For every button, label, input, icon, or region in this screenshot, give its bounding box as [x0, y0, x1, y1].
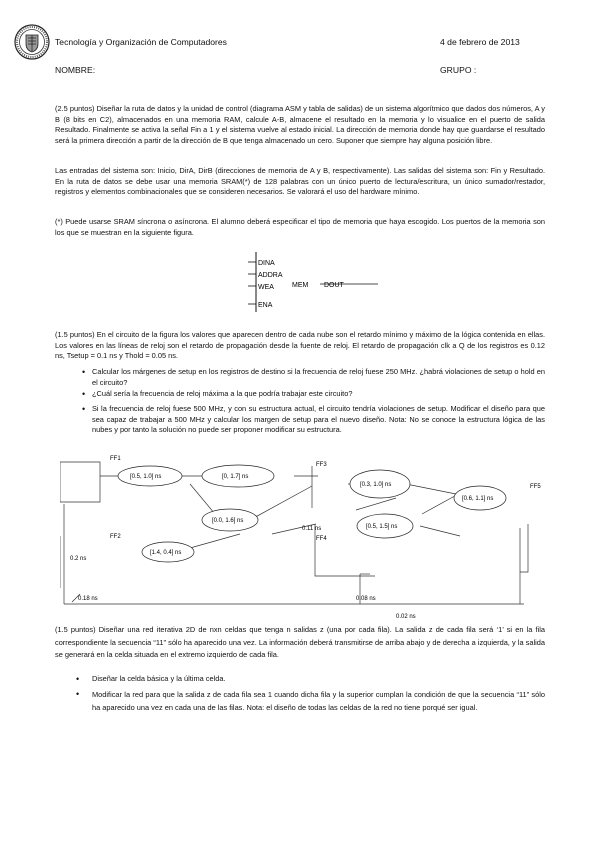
q3-bullet-2: Modificar la red para que la salida z de cada fila sea 1 cuando dicha fila y la superior cumplan la condición de que la secuencia “11” sólo ha aparecido una vez en cada una de las filas. Nota: el diseño de todas las celdas de la red no tiene porqué ser igual. [92, 690, 545, 712]
ff5-label: FF5 [530, 484, 541, 490]
clock-delay-008: 0.08 ns [356, 596, 376, 602]
q1-paragraph-2: Las entradas del sistema son: Inicio, DirA, DirB (direcciones de memoria de A y B, respectivamente). Las salidas del sistema son: Fin y Resultado. En la ruta de datos se debe usar una memoria SRAM(*) de 128 palabras con un único puerto de lectura/escritura, un único sumador/restador, registros y elementos combinacionales que se consideren necesarios. Se valorará el uso del hardware mínimo. [55, 166, 545, 197]
cloud-7-delay: [1.4, 0.4] ns [150, 550, 182, 556]
cloud-4-delay: [0.6, 1.1] ns [462, 496, 494, 502]
q1-paragraph-3: (*) Puede usarse SRAM síncrona o asíncrona. El alumno deberá especificar el tipo de memoria que haya escogido. Los puertos de la memoria son los que se muestran en la siguiente figura. [55, 217, 545, 237]
clock-delay-02: 0.2 ns [70, 556, 87, 562]
mem-port-dina: DINA [258, 260, 275, 267]
q1-paragraph-1: (2.5 puntos) Diseñar la ruta de datos y la unidad de control (diagrama ASM y tabla de salidas) de un sistema algorítmico que dados dos números, A y B (8 bits en C2), almacenados en una memoria RAM, calcule A-B, almacene el resultado en la memoria y lo visualice en el puerto de salida Resultado. Finalmente se activa la señal Fin a 1 y el sistema vuelve al estado inicial. La dirección de memoria donde hay que guardarse el resultado será la primera dirección a partir de la dirección de B que tenga almacenado un cero. Suponer que siempre hay alguna posición libre. [55, 104, 545, 145]
q2-bullet-1: Calcular los márgenes de setup en los registros de destino si la frecuencia de reloj fuese 250 MHz. ¿habrá violaciones de setup o hold en el circuito? [92, 367, 545, 387]
bullet-icon: • [76, 674, 80, 684]
q2-bullet-2: ¿Cuál sería la frecuencia de reloj máxima a la que podría trabajar este circuito? [92, 389, 353, 398]
clock-delay-002: 0.02 ns [396, 614, 416, 620]
group-label: GRUPO : [440, 65, 477, 75]
cloud-1-delay: [0.5, 1.0] ns [130, 474, 162, 480]
course-title: Tecnología y Organización de Computadores [55, 37, 227, 47]
bullet-icon: • [82, 389, 86, 399]
ff3-label: FF3 [316, 462, 327, 468]
cloud-3-delay: [0.3, 1.0] ns [360, 482, 392, 488]
mem-port-addra: ADDRA [258, 272, 283, 279]
cloud-5-delay: [0.0, 1.6] ns [212, 518, 244, 524]
clock-delay-018: 0.18 ns [78, 596, 98, 602]
mem-name: MEM [292, 282, 309, 289]
memory-block-diagram [230, 250, 380, 320]
q3-bullet-1: Diseñar la celda básica y la última celda. [92, 674, 226, 683]
q3-intro: (1.5 puntos) Diseñar una red iterativa 2D de nxn celdas que tenga n salidas z (una por cada fila). La salida z de cada fila será ‘1’ si en la fila correspondiente la secuencia “11” sólo ha aparecido una vez. La información deberá transmitirse de arriba abajo y de derecha a izquierda, y la salida se generará en la celda situada en el extremo izquierdo de cada fila. [55, 625, 545, 659]
ff1-label: FF1 [110, 456, 121, 462]
university-seal-logo [14, 24, 50, 60]
bullet-icon: • [82, 367, 86, 377]
ff4-label: FF4 [316, 536, 327, 542]
timing-circuit-diagram [60, 454, 560, 624]
exam-date: 4 de febrero de 2013 [440, 37, 520, 47]
mem-port-ena: ENA [258, 302, 273, 309]
name-label: NOMBRE: [55, 65, 96, 75]
clock-delay-011: 0.11 ns [302, 526, 322, 532]
mem-port-wea: WEA [258, 284, 274, 291]
cloud-6-delay: [0.5, 1.5] ns [366, 524, 398, 530]
bullet-icon: • [82, 404, 86, 414]
bullet-icon: • [76, 689, 80, 699]
q2-intro: (1.5 puntos) En el circuito de la figura los valores que aparecen dentro de cada nube son el retardo mínimo y máximo de la lógica contenida en ellas. Los valores en las líneas de reloj son el retardo de propagación desde la fuente de reloj. El retardo de propagación clk a Q de los registros es 0.12 ns, Tsetup = 0.1 ns y Thold = 0.05 ns. [55, 330, 545, 361]
ff2-label: FF2 [110, 534, 121, 540]
cloud-2-delay: [0, 1.7] ns [222, 474, 249, 480]
q2-bullet-3: Si la frecuencia de reloj fuese 500 MHz, y con su estructura actual, el circuito tendría violaciones de setup. Modificar el diseño para que sea capaz de trabajar a 500 MHz y calcular los margen de setup para el nuevo diseño. Nota: No se conoce la estructura lógica de las nubes y por tanto la solución no puede ser proponer modificar su estructura. [92, 404, 545, 435]
mem-port-dout: DOUT [324, 282, 344, 289]
